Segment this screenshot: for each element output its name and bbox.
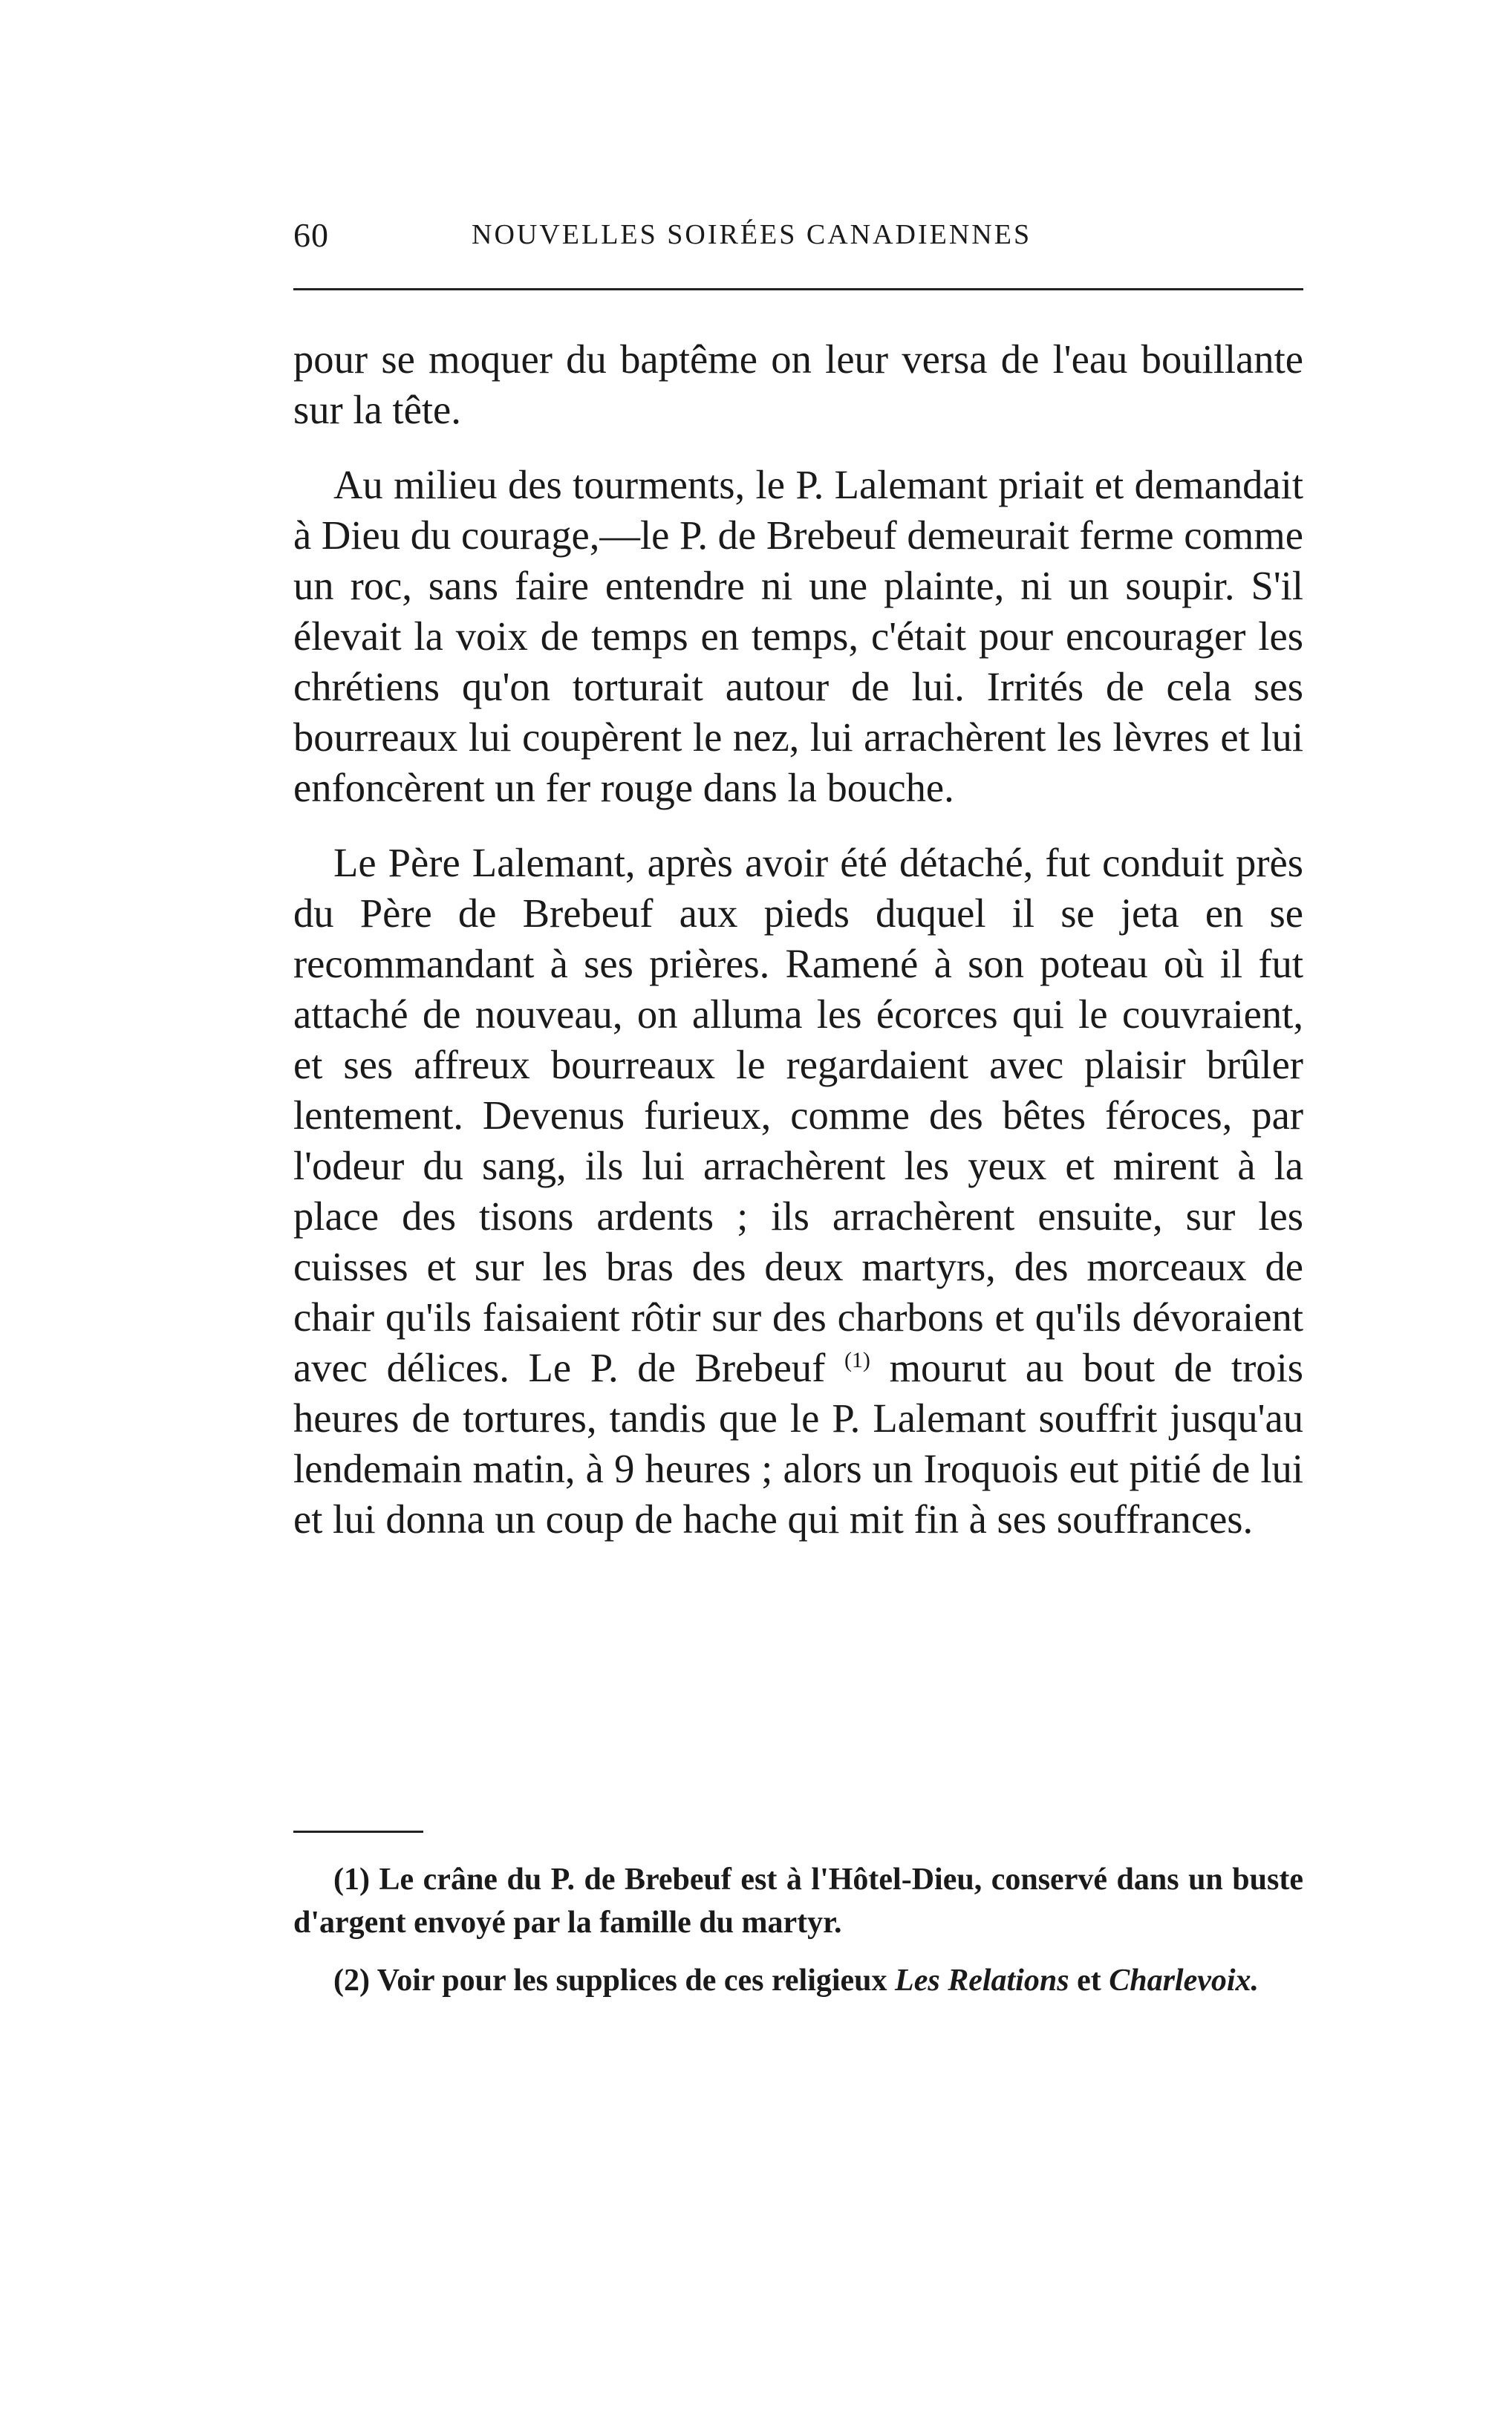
paragraph-3-text-b: mourut au bout de trois heures de tortures, tandis que le P. Lalemant souffrit jusqu'au lendemain matin, à 9 heures ; alors un Iroquois eut pitié de lui et lui donna un coup de hache qui mit fin à ses souffrances. <box>293 1345 1303 1542</box>
header-rule <box>293 288 1303 290</box>
paragraph-1: pour se moquer du baptême on leur versa de l'eau bouillante sur la tête. <box>293 336 1303 432</box>
running-head <box>293 201 1303 267</box>
paragraph-2: Au milieu des tourments, le P. Lalemant priait et demandait à Dieu du courage,—le P. de Brebeuf demeurait ferme comme un roc, sans faire entendre ni une plainte, ni un soupir. S'il élevait la voix de temps en temps, c'était pour encourager les chrétiens qu'on torturait autour de lui. Irrités de cela ses bourreaux lui coupèrent le nez, lui arrachèrent les lèvres et lui enfoncèrent un fer rouge dans la bouche. <box>293 462 1303 810</box>
paragraph-3-text-a: Le Père Lalemant, après avoir été détaché, fut conduit près du Père de Brebeuf aux pieds duquel il se jeta en se recommandant à ses prières. Ramené à son poteau où il fut attaché de nouveau, on alluma les écorces qui le couvraient, et ses affreux bourreaux le regardaient avec plaisir brûler lentement. Devenus furieux, comme des bêtes féroces, par l'odeur du sang, ils lui arrachèrent les yeux et mirent à la place des tisons ardents ; ils arrachèrent ensuite, sur les cuisses et sur les bras des deux martyrs, des morceaux de chair qu'ils faisaient rôtir sur des charbons et qu'ils dévoraient avec délices. Le P. de Brebeuf <box>293 840 1303 1390</box>
footnote-2 <box>293 1959 1303 2002</box>
body-text <box>293 334 1303 1569</box>
footnote-2-conj: et <box>1077 1964 1101 1998</box>
footnote-reference: (1) <box>844 1347 870 1372</box>
footnote-2-title-1: Les Relations <box>895 1964 1069 1998</box>
footnote-1: (1) Le crâne du P. de Brebeuf est à l'Hôtel-Dieu, conservé dans un buste d'argent envoyé par la famille du martyr. <box>293 1863 1303 1940</box>
page-number: 60 <box>293 216 329 254</box>
footnote-2-title-2: Charlevoix. <box>1109 1964 1260 1998</box>
running-title: NOUVELLES SOIRÉES CANADIENNES <box>472 219 1032 250</box>
footnotes <box>293 1858 1303 2017</box>
paragraph-3 <box>293 838 1303 1545</box>
book-page <box>293 201 1303 1998</box>
footnote-rule <box>293 1831 423 1833</box>
footnote-2-prefix: (2) Voir pour les supplices de ces religieux <box>333 1964 887 1998</box>
